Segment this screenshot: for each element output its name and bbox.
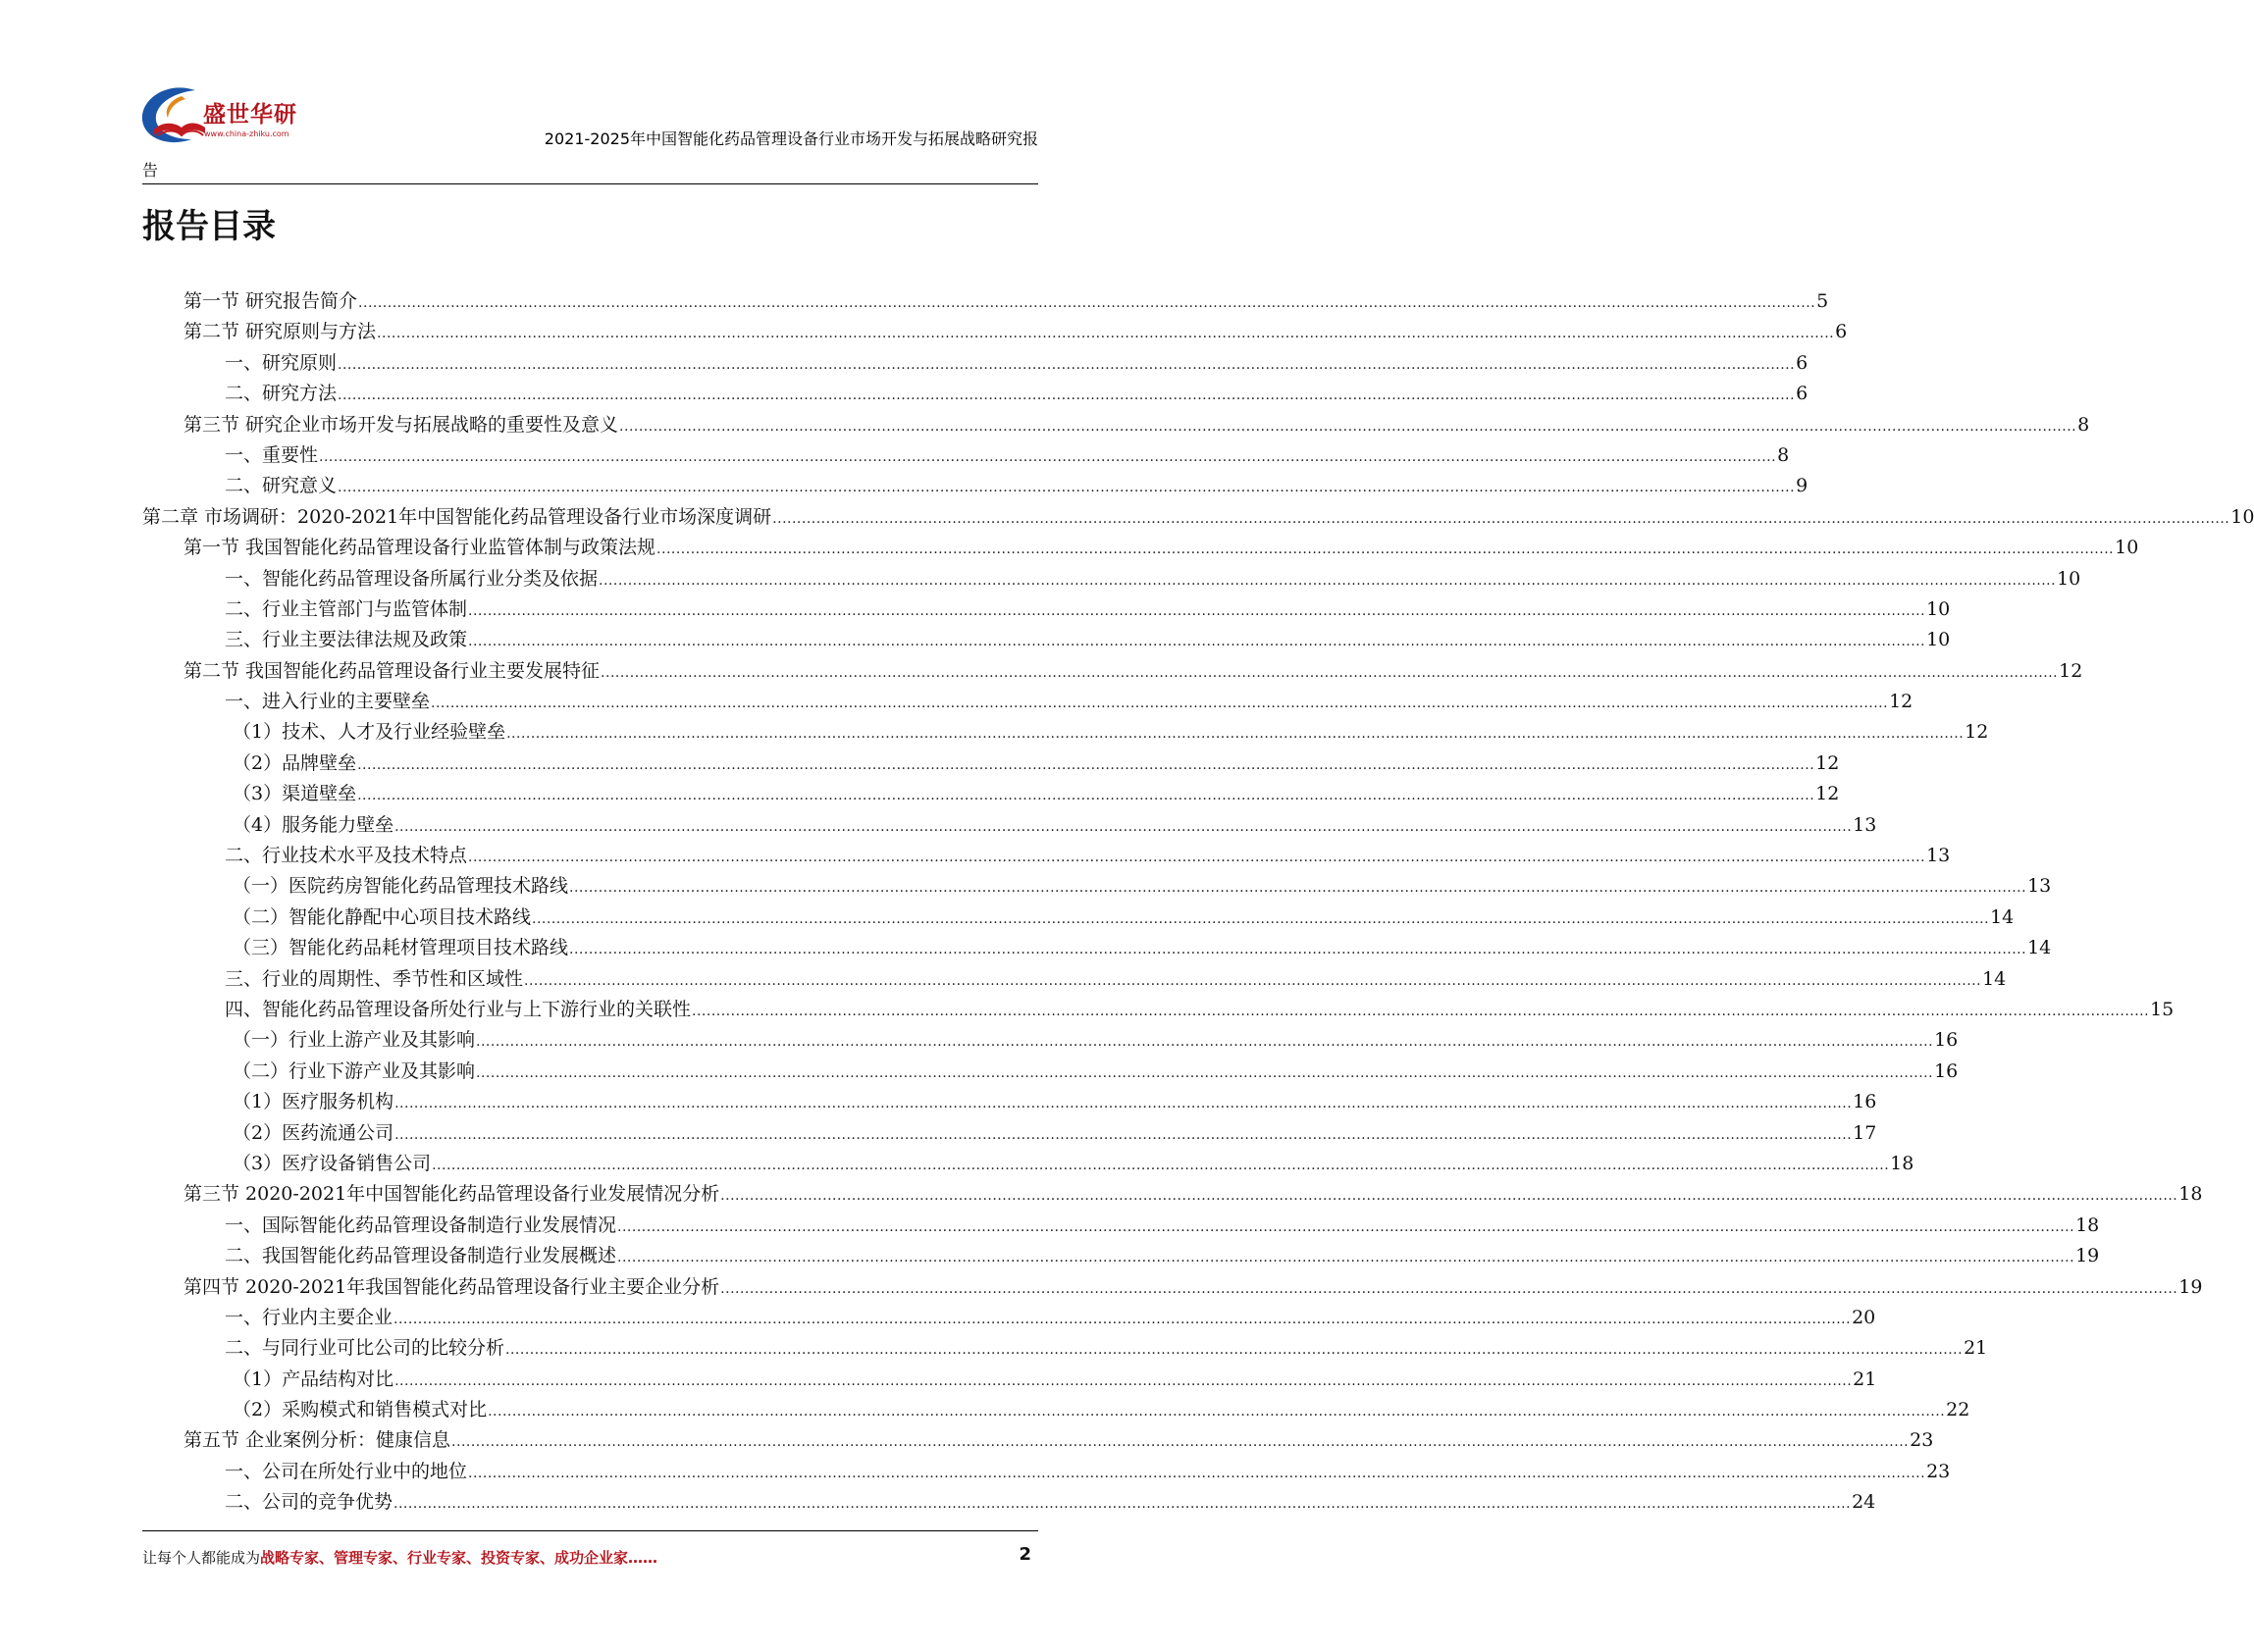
toc-entry[interactable] [142, 749, 1840, 779]
brand-name: 盛世华研 [203, 102, 297, 128]
toc-entry-page: 14 [1990, 905, 2015, 928]
toc-dot-leader: ............................................................................................................................................................................................................................................................................................................ [357, 788, 1815, 804]
toc-entry-title: （1）医疗服务机构 [233, 1091, 394, 1113]
toc-entry-title: 一、行业内主要企业 [225, 1306, 393, 1328]
toc-entry-title: 一、重要性 [225, 443, 319, 466]
toc-entry-title: 一、智能化药品管理设备所属行业分类及依据 [225, 567, 599, 590]
toc-entry[interactable] [142, 1087, 1877, 1117]
toc-entry[interactable] [142, 1025, 1959, 1056]
toc-entry-page: 18 [2075, 1213, 2100, 1236]
toc-entry-page: 19 [2178, 1275, 2203, 1298]
toc-entry-title: （2）医药流通公司 [233, 1121, 394, 1144]
toc-dot-leader: ............................................................................................................................................................................................................................................................................................................ [394, 818, 1853, 835]
toc-entry-title: 第三节 研究企业市场开发与拓展战略的重要性及意义 [183, 413, 619, 436]
toc-dot-leader: ............................................................................................................................................................................................................................................................................................................ [476, 1064, 1934, 1081]
toc-entry[interactable] [142, 1179, 2203, 1210]
toc-entry-title: 一、国际智能化药品管理设备制造行业发展情况 [225, 1213, 617, 1236]
toc-entry-page: 16 [1934, 1059, 1959, 1082]
toc-entry[interactable] [142, 656, 2083, 687]
toc-entry[interactable] [142, 1057, 1959, 1087]
page-title: 报告目录 [142, 207, 276, 246]
toc-entry-page: 12 [1889, 691, 1913, 713]
toc-entry-page: 9 [1796, 475, 1808, 497]
toc-entry[interactable] [142, 1457, 1951, 1487]
toc-entry-title: 二、我国智能化药品管理设备制造行业发展概述 [225, 1245, 617, 1267]
toc-entry-page: 13 [1853, 813, 1877, 836]
toc-entry[interactable] [142, 1487, 1876, 1518]
toc-entry-title: 第二节 我国智能化药品管理设备行业主要发展特征 [183, 659, 601, 682]
toc-entry-title: 二、行业主管部门与监管体制 [225, 597, 468, 620]
toc-dot-leader: ............................................................................................................................................................................................................................................................................................................ [468, 634, 1926, 650]
toc-entry[interactable] [142, 502, 2254, 533]
toc-entry-title: 四、智能化药品管理设备所处行业与上下游行业的关联性 [225, 998, 692, 1020]
toc-entry-page: 10 [2057, 567, 2081, 590]
toc-dot-leader: ............................................................................................................................................................................................................................................................................................................ [431, 696, 1889, 712]
toc-dot-leader: ............................................................................................................................................................................................................................................................................................................ [394, 1372, 1853, 1389]
toc-entry[interactable] [142, 1272, 2203, 1303]
toc-entry-title: 二、研究方法 [225, 383, 338, 405]
toc-entry[interactable] [142, 1303, 1876, 1333]
page-number: 2 [1019, 1544, 1031, 1565]
toc-entry[interactable] [142, 440, 1790, 471]
toc-entry-page: 16 [1934, 1029, 1959, 1052]
toc-entry-page: 14 [2027, 937, 2052, 959]
toc-entry-page: 12 [2059, 659, 2083, 682]
toc-entry-title: （2）采购模式和销售模式对比 [233, 1399, 488, 1421]
toc-entry-page: 19 [2075, 1245, 2100, 1267]
toc-entry-title: 第一节 研究报告简介 [183, 290, 358, 312]
toc-entry[interactable] [142, 410, 2090, 440]
toc-entry[interactable] [142, 594, 1951, 625]
toc-entry-page: 6 [1835, 321, 1848, 343]
toc-entry[interactable] [142, 1211, 2100, 1241]
toc-entry-page: 5 [1816, 290, 1829, 312]
toc-entry-title: 二、行业技术水平及技术特点 [225, 845, 468, 867]
toc-dot-leader: ............................................................................................................................................................................................................................................................................................................ [377, 326, 1835, 342]
toc-entry[interactable] [142, 533, 2139, 563]
toc-entry-page: 18 [1890, 1152, 1914, 1174]
toc-dot-leader: ............................................................................................................................................................................................................................................................................................................ [772, 510, 2230, 527]
toc-entry-title: （一）行业上游产业及其影响 [233, 1029, 476, 1052]
toc-entry-page: 6 [1796, 383, 1808, 405]
toc-entry-title: 第二节 研究原则与方法 [183, 321, 377, 343]
toc-entry[interactable] [142, 841, 1951, 871]
toc-entry[interactable] [142, 348, 1808, 379]
toc-entry[interactable] [142, 1395, 1970, 1425]
toc-entry[interactable] [142, 1333, 1988, 1364]
toc-entry[interactable] [142, 286, 1829, 317]
toc-entry-page: 20 [1852, 1306, 1876, 1328]
toc-entry-page: 8 [2077, 413, 2090, 436]
toc-entry-title: 二、公司的竞争优势 [225, 1491, 393, 1514]
toc-entry-title: （三）智能化药品耗材管理项目技术路线 [233, 937, 569, 959]
toc-entry-title: （二）智能化静配中心项目技术路线 [233, 905, 532, 928]
toc-entry-title: 二、与同行业可比公司的比较分析 [225, 1337, 505, 1360]
toc-entry-title: 一、进入行业的主要壁垒 [225, 691, 431, 713]
footer-slogan-highlight: 战略专家、管理专家、行业专家、投资专家、成功企业家…… [260, 1549, 658, 1567]
toc-entry-title: （2）品牌壁垒 [233, 751, 357, 774]
toc-entry-title: 三、行业的周期性、季节性和区域性 [225, 967, 524, 990]
toc-entry[interactable] [142, 779, 1840, 809]
toc-dot-leader: ............................................................................................................................................................................................................................................................................................................ [505, 1342, 1964, 1359]
toc-entry[interactable] [142, 903, 2015, 933]
toc-entry-title: 第五节 企业案例分析：健康信息 [183, 1429, 451, 1452]
header-divider [142, 183, 1038, 184]
toc-entry-page: 14 [1982, 967, 2007, 990]
toc-dot-leader: ............................................................................................................................................................................................................................................................................................................ [524, 972, 1982, 989]
report-header-title: 2021-2025年中国智能化药品管理设备行业市场开发与拓展战略研究报 [544, 129, 1038, 148]
footer-divider [142, 1530, 1038, 1531]
toc-dot-leader: ............................................................................................................................................................................................................................................................................................................ [617, 1250, 2075, 1266]
toc-entry-page: 23 [1910, 1429, 1934, 1452]
toc-entry[interactable] [142, 471, 1808, 501]
toc-entry-page: 18 [2178, 1183, 2203, 1206]
toc-entry-page: 12 [1815, 751, 1840, 774]
toc-dot-leader: ............................................................................................................................................................................................................................................................................................................ [720, 1280, 2178, 1297]
toc-entry[interactable] [142, 810, 1877, 841]
toc-entry-page: 6 [1796, 351, 1808, 374]
toc-entry[interactable] [142, 933, 2052, 963]
toc-entry-page: 15 [2150, 998, 2175, 1020]
toc-dot-leader: ............................................................................................................................................................................................................................................................................................................ [451, 1434, 1910, 1451]
toc-entry-page: 23 [1926, 1460, 1951, 1482]
footer-slogan [142, 1547, 657, 1568]
toc-entry-page: 13 [1926, 845, 1951, 867]
toc-entry-page: 12 [1815, 783, 1840, 805]
toc-entry-page: 10 [1926, 629, 1951, 651]
toc-dot-leader: ............................................................................................................................................................................................................................................................................................................ [532, 910, 1990, 927]
toc-dot-leader: ............................................................................................................................................................................................................................................................................................................ [692, 1003, 2150, 1019]
toc-dot-leader: ............................................................................................................................................................................................................................................................................................................ [599, 572, 2057, 589]
toc-dot-leader: ............................................................................................................................................................................................................................................................................................................ [720, 1188, 2178, 1205]
toc-entry-page: 24 [1852, 1491, 1876, 1514]
toc-dot-leader: ............................................................................................................................................................................................................................................................................................................ [617, 1218, 2075, 1235]
toc-dot-leader: ............................................................................................................................................................................................................................................................................................................ [468, 850, 1926, 866]
toc-entry[interactable] [142, 1425, 1934, 1456]
toc-dot-leader: ............................................................................................................................................................................................................................................................................................................ [394, 1126, 1853, 1143]
toc-dot-leader: ............................................................................................................................................................................................................................................................................................................ [468, 1465, 1926, 1481]
toc-dot-leader: ............................................................................................................................................................................................................................................................................................................ [468, 602, 1926, 619]
toc-dot-leader: ............................................................................................................................................................................................................................................................................................................ [476, 1034, 1934, 1051]
toc-entry-title: 第三节 2020-2021年中国智能化药品管理设备行业发展情况分析 [183, 1183, 720, 1206]
toc-entry-page: 13 [2027, 875, 2052, 898]
toc-entry-page: 17 [1853, 1121, 1877, 1144]
brand-url: www.china-zhiku.com [204, 129, 289, 138]
toc-entry[interactable] [142, 1118, 1877, 1149]
toc-entry-title: （4）服务能力壁垒 [233, 813, 394, 836]
toc-dot-leader: ............................................................................................................................................................................................................................................................................................................ [393, 1496, 1852, 1513]
toc-dot-leader: ............................................................................................................................................................................................................................................................................................................ [393, 1311, 1852, 1327]
toc-entry-page: 10 [2230, 505, 2254, 528]
toc-dot-leader: ............................................................................................................................................................................................................................................................................................................ [394, 1096, 1853, 1112]
footer-slogan-prefix: 让每个人都能成为 [142, 1549, 261, 1567]
toc-dot-leader: ............................................................................................................................................................................................................................................................................................................ [338, 387, 1796, 404]
toc-dot-leader: ............................................................................................................................................................................................................................................................................................................ [656, 542, 2115, 558]
report-header-title-continuation: 告 [142, 161, 159, 180]
toc-entry[interactable] [142, 1241, 2100, 1271]
toc-entry-title: （1）产品结构对比 [233, 1368, 394, 1390]
toc-entry-page: 16 [1853, 1091, 1877, 1113]
toc-entry[interactable] [142, 625, 1951, 655]
toc-entry-page: 22 [1946, 1399, 1970, 1421]
toc-dot-leader: ............................................................................................................................................................................................................................................................................................................ [601, 664, 2059, 681]
toc-entry[interactable] [142, 1149, 1914, 1179]
toc-entry-page: 8 [1777, 443, 1790, 466]
toc-dot-leader: ............................................................................................................................................................................................................................................................................................................ [619, 418, 2077, 435]
toc-entry[interactable] [142, 1365, 1877, 1395]
toc-entry-title: （3）渠道壁垒 [233, 783, 357, 805]
toc-entry[interactable] [142, 964, 2007, 995]
toc-dot-leader: ............................................................................................................................................................................................................................................................................................................ [357, 756, 1815, 773]
toc-entry-page: 10 [1926, 597, 1951, 620]
toc-dot-leader: ............................................................................................................................................................................................................................................................................................................ [338, 356, 1796, 373]
toc-entry[interactable] [142, 687, 1913, 717]
toc-entry[interactable] [142, 871, 2052, 902]
toc-dot-leader: ............................................................................................................................................................................................................................................................................................................ [569, 942, 2027, 958]
toc-entry-title: （一）医院药房智能化药品管理技术路线 [233, 875, 569, 898]
toc-entry[interactable] [142, 717, 1989, 748]
toc-entry-title: （二）行业下游产业及其影响 [233, 1059, 476, 1082]
toc-entry-title: 第四节 2020-2021年我国智能化药品管理设备行业主要企业分析 [183, 1275, 720, 1298]
toc-dot-leader: ............................................................................................................................................................................................................................................................................................................ [569, 880, 2027, 897]
toc-entry[interactable] [142, 317, 1848, 347]
toc-dot-leader: ............................................................................................................................................................................................................................................................................................................ [319, 448, 1777, 465]
toc-entry-title: 二、研究意义 [225, 475, 338, 497]
toc-entry-title: 第一节 我国智能化药品管理设备行业监管体制与政策法规 [183, 537, 656, 559]
toc-entry-title: 一、公司在所处行业中的地位 [225, 1460, 468, 1482]
toc-dot-leader: ............................................................................................................................................................................................................................................................................................................ [432, 1157, 1890, 1173]
toc-dot-leader: ............................................................................................................................................................................................................................................................................................................ [488, 1404, 1946, 1420]
toc-entry-title: （3）医疗设备销售公司 [233, 1152, 432, 1174]
toc-entry[interactable] [142, 995, 2175, 1025]
toc-entry-title: （1）技术、人才及行业经验壁垒 [233, 721, 506, 744]
toc-entry[interactable] [142, 379, 1808, 409]
toc-entry-title: 第二章 市场调研：2020-2021年中国智能化药品管理设备行业市场深度调研 [142, 505, 772, 528]
toc-entry-page: 21 [1964, 1337, 1988, 1360]
toc-entry-page: 12 [1965, 721, 1989, 744]
toc-dot-leader: ............................................................................................................................................................................................................................................................................................................ [338, 480, 1796, 496]
toc-entry-title: 一、研究原则 [225, 351, 338, 374]
toc-entry-page: 21 [1853, 1368, 1877, 1390]
toc-entry-title: 三、行业主要法律法规及政策 [225, 629, 468, 651]
toc-entry[interactable] [142, 564, 2081, 594]
toc-dot-leader: ............................................................................................................................................................................................................................................................................................................ [506, 726, 1965, 743]
toc-entry-page: 10 [2115, 537, 2139, 559]
toc-dot-leader: ............................................................................................................................................................................................................................................................................................................ [358, 295, 1816, 311]
table-of-contents [142, 286, 2254, 1519]
